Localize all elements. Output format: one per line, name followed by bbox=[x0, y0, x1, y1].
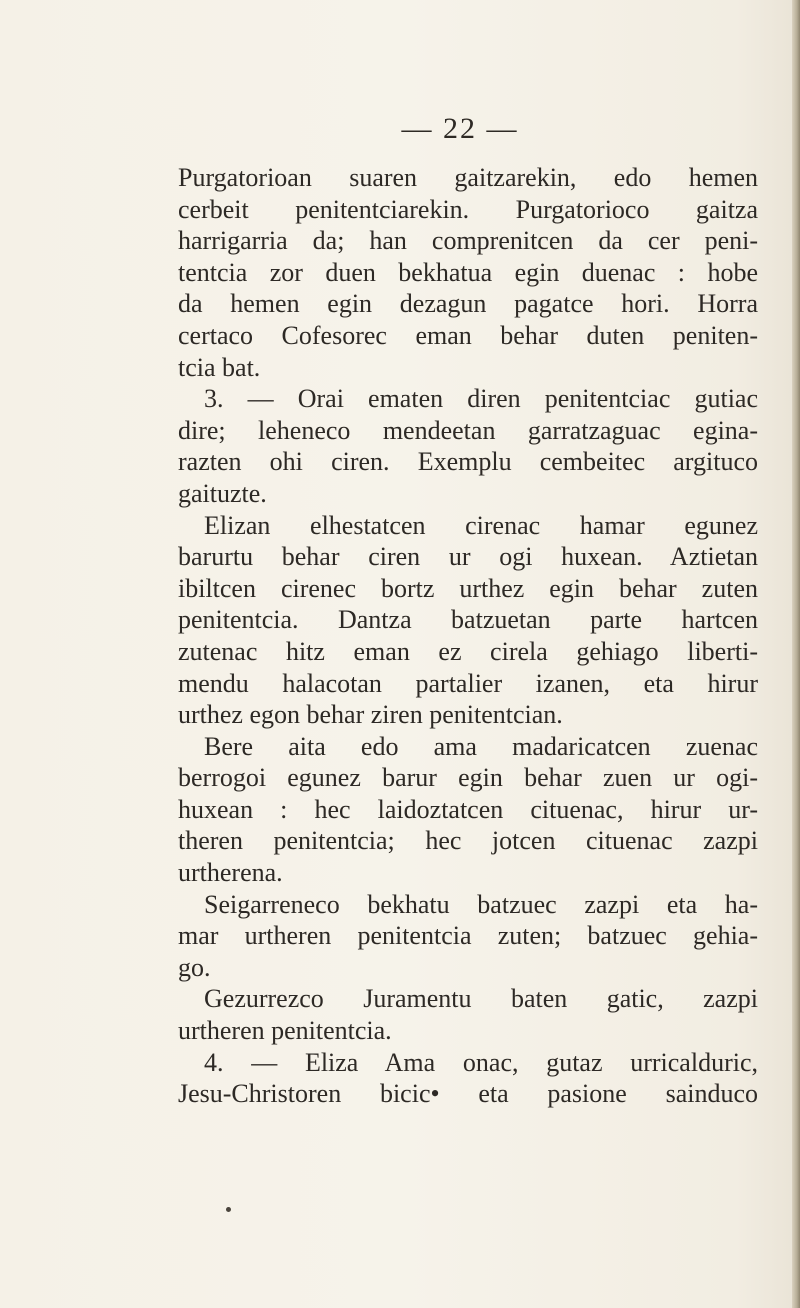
text-line: huxean : hec laidoztatcen cituenac, hirur ur- bbox=[178, 794, 758, 824]
text-line: zutenac hitz eman ez cirela gehiago liberti- bbox=[178, 636, 758, 666]
text-line: Bere aita edo ama madaricatcen zuenac bbox=[204, 731, 758, 761]
text-line: mendu halacotan partalier izanen, eta hirur bbox=[178, 668, 758, 698]
text-line: mar urtheren penitentcia zuten; batzuec gehia- bbox=[178, 921, 758, 951]
text-line: Jesu-Christoren bicic• eta pasione sainduco bbox=[178, 1079, 758, 1109]
text-line: Gezurrezco Juramentu baten gatic, zazpi bbox=[204, 984, 758, 1014]
text-line: theren penitentcia; hec jotcen cituenac zazpi bbox=[178, 826, 758, 856]
text-line: urthez egon behar ziren penitentcian. bbox=[178, 700, 563, 730]
text-line: harrigarria da; han comprenitcen da cer peni- bbox=[178, 226, 758, 256]
text-line: Elizan elhestatcen cirenac hamar egunez bbox=[204, 510, 758, 540]
text-line: tcia bat. bbox=[178, 352, 261, 382]
text-line: tentcia zor duen bekhatua egin duenac : hobe bbox=[178, 257, 758, 287]
body-text bbox=[178, 162, 758, 1110]
page-edge bbox=[792, 0, 800, 1308]
text-line: urtherena. bbox=[178, 858, 283, 888]
text-line: berrogoi egunez barur egin behar zuen ur ogi- bbox=[178, 763, 758, 793]
text-line: 3. — Orai ematen diren penitentciac gutiac bbox=[204, 384, 758, 414]
ink-speck bbox=[226, 1207, 231, 1212]
text-line: certaco Cofesorec eman behar duten peniten- bbox=[178, 320, 758, 350]
text-line: Seigarreneco bekhatu batzuec zazpi eta ha- bbox=[204, 889, 758, 919]
text-line: ibiltcen cirenec bortz urthez egin behar zuten bbox=[178, 573, 758, 603]
text-line: Purgatorioan suaren gaitzarekin, edo hemen bbox=[178, 163, 758, 192]
text-line: razten ohi ciren. Exemplu cembeitec argituco bbox=[178, 447, 758, 477]
page-number: — 22 — bbox=[401, 112, 519, 145]
text-line: 4. — Eliza Ama onac, gutaz urricalduric, bbox=[204, 1047, 758, 1077]
text-line: go. bbox=[178, 952, 211, 982]
text-line: da hemen egin dezagun pagatce hori. Horra bbox=[178, 289, 758, 319]
text-line: gaituzte. bbox=[178, 478, 267, 508]
text-line: penitentcia. Dantza batzuetan parte hartcen bbox=[178, 605, 758, 635]
text-line: urtheren penitentcia. bbox=[178, 1016, 392, 1046]
text-line: cerbeit penitentciarekin. Purgatorioco gaitza bbox=[178, 194, 758, 224]
text-line: dire; leheneco mendeetan garratzaguac egina- bbox=[178, 415, 758, 445]
text-line: barurtu behar ciren ur ogi huxean. Aztietan bbox=[178, 542, 758, 572]
